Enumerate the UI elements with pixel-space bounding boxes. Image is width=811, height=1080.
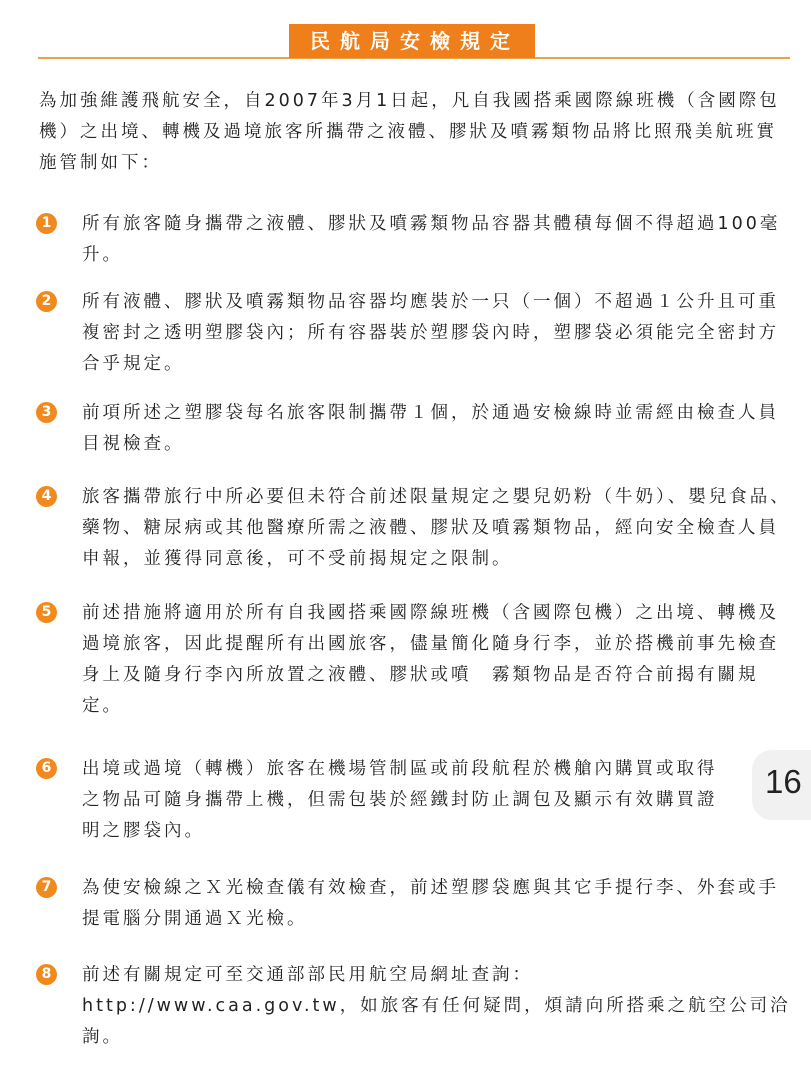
- rule-text: 為使安檢線之Ｘ光檢查儀有效檢查，前述塑膠袋應與其它手提行李、外套或手提電腦分開通過Ｘ光檢。: [82, 878, 779, 929]
- rule-text: 前述措施將適用於所有自我國搭乘國際線班機（含國際包機）之出境、轉機及過境旅客，因此提醒所有出國旅客，儘量簡化隨身行李，並於搭機前事先檢查身上及隨身行李內所放置之液體、膠狀或噴 霧類物品是否符合前揭有關規定。: [82, 603, 779, 716]
- number-badge: 4: [36, 486, 57, 507]
- number-badge: 3: [36, 402, 57, 423]
- rule-text: 旅客攜帶旅行中所必要但未符合前述限量規定之嬰兒奶粉（牛奶）、嬰兒食品、藥物、糖尿病或其他醫療所需之液體、膠狀及噴霧類物品，經向安全檢查人員申報，並獲得同意後，可不受前揭規定之限制。: [82, 487, 791, 569]
- rule-text: 前述有關規定可至交通部部民用航空局網址查詢：http://www.caa.gov.tw，如旅客有任何疑問，煩請向所搭乘之航空公司洽詢。: [82, 965, 791, 1047]
- number-badge: 7: [36, 877, 57, 898]
- rule-text: 所有液體、膠狀及噴霧類物品容器均應裝於一只（一個）不超過１公升且可重複密封之透明塑膠袋內；所有容器裝於塑膠袋內時，塑膠袋必須能完全密封方合乎規定。: [82, 292, 779, 374]
- rule-item-8: [36, 960, 791, 1053]
- page-number: 16: [765, 763, 802, 800]
- number-badge: 5: [36, 602, 57, 623]
- number-badge: 1: [36, 213, 57, 234]
- number-badge: 8: [36, 964, 57, 985]
- rule-item-1: [36, 209, 791, 271]
- rule-text: 出境或過境（轉機）旅客在機場管制區或前段航程於機艙內購買或取得之物品可隨身攜帶上機，但需包裝於經鐵封防止調包及顯示有效購買證明之膠袋內。: [82, 759, 718, 841]
- rule-item-5: [36, 598, 791, 722]
- rule-text: 前項所述之塑膠袋每名旅客限制攜帶１個，於通過安檢線時並需經由檢查人員目視檢查。: [82, 403, 779, 454]
- rule-item-3: [36, 398, 791, 460]
- rule-item-4: [36, 482, 791, 575]
- rule-item-2: [36, 287, 791, 380]
- number-badge: 6: [36, 758, 57, 779]
- rule-item-6: [36, 754, 791, 847]
- rule-text: 所有旅客隨身攜帶之液體、膠狀及噴霧類物品容器其體積每個不得超過100毫升。: [82, 214, 781, 265]
- intro-paragraph: 為加強維護飛航安全，自2007年3月1日起，凡自我國搭乘國際線班機（含國際包機）之出境、轉機及過境旅客所攜帶之液體、膠狀及噴霧類物品將比照飛美航班實施管制如下：: [39, 91, 780, 173]
- page-title: 民航局安檢規定: [289, 24, 535, 58]
- rule-item-7: [36, 873, 791, 935]
- number-badge: 2: [36, 291, 57, 312]
